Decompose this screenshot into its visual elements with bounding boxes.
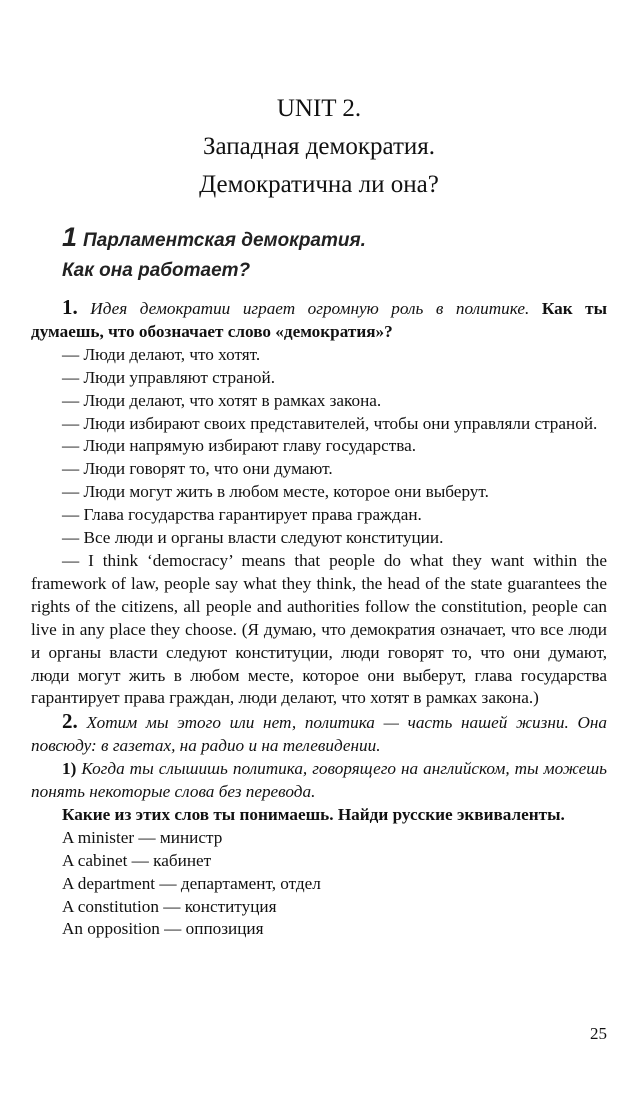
option-item: — Люди могут жить в любом месте, которое они выберут. [62,482,489,502]
exercise-1-number: 1. [62,295,78,319]
section-title-line2: Как она работает? [62,260,251,281]
page-number: 25 [590,1024,607,1043]
exercise-1-intro [31,296,607,344]
unit-label: UNIT 2. [276,95,362,122]
sub-number: 1) [62,759,77,779]
option-item: — Люди напрямую избирают главу государства. [62,436,417,456]
section-title-line1: Парламентская демократия. [83,230,366,251]
sub-italic: Когда ты слышишь политика, говорящего на английском, ты можешь понять некоторые слова без перевода. [31,759,608,802]
section-number: 1 [62,222,78,252]
exercise-2-intro [31,710,607,758]
exercise-2-task: Какие из этих слов ты понимаешь. Найди русские эквиваленты. [62,804,565,824]
option-item: — Люди делают, что хотят. [62,344,261,364]
page-body [31,296,607,941]
section-heading [62,222,366,286]
exercise-2-sub [31,758,607,804]
exercise-2-italic: Хотим мы этого или нет, политика — часть нашей жизни. Она повсюду: в газетах, на радио и на телевидении. [31,713,608,756]
option-item: — Все люди и органы власти следуют конституции. [62,528,444,548]
option-item: — Люди управляют страной. [62,367,276,387]
option-item: — Люди делают, что хотят в рамках закона. [62,390,382,410]
unit-title-line1: Западная демократия. [203,133,435,160]
exercise-1-italic: Идея демократии играет огромную роль в политике. [90,299,530,318]
option-item: — Люди избирают своих представителей, чтобы они управляли страной. [62,413,598,433]
unit-title [31,90,607,204]
vocab-item: A minister — министр [62,827,223,847]
answer-paragraph: — I think ‘democracy’ means that people do what they want within the framework of law, people say what they think, the head of the state guarantees the rights of the citizens, all people and authorities follow the constitution, people can live in any place they choose. (Я думаю, что демократия означает, что все люди и органы власти следуют конституции, люди говорят то, что они думают, люди могут жить в любом месте, которое они выберут, глава государства гарантирует права граждан, люди делают, что хотят в рамках закона.) [31,550,607,708]
vocab-item: A constitution — конституция [62,896,277,916]
vocab-item: A department — департамент, отдел [62,873,321,893]
exercise-2-number: 2. [62,709,78,734]
option-item: — Глава государства гарантирует права граждан. [62,505,422,525]
unit-title-line2: Демократична ли она? [199,171,439,198]
option-item: — Люди говорят то, что они думают. [62,459,333,479]
vocab-item: A cabinet — кабинет [62,850,212,870]
vocab-item: An opposition — оппозиция [62,919,264,939]
exercise-1-question: Как ты думаешь, что обозначает слово «демократия»? [31,299,607,341]
